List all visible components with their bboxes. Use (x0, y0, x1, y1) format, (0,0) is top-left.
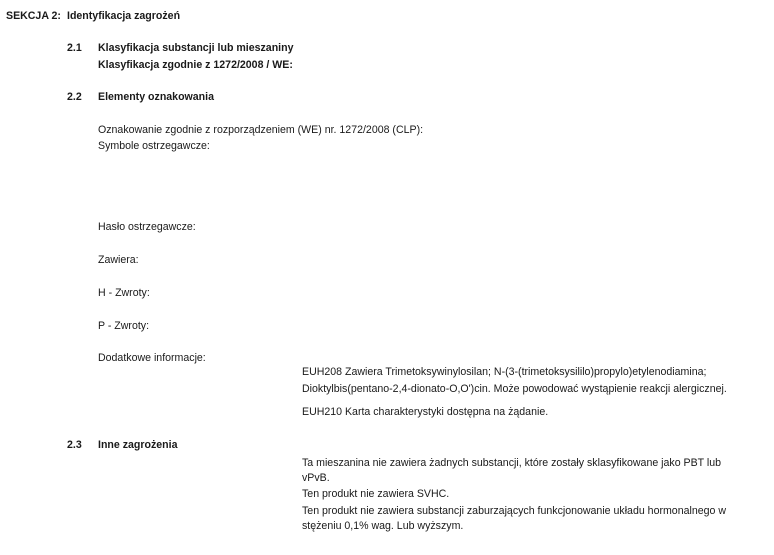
section-2-2-number: 2.2 (67, 91, 82, 103)
euh208-line-1: EUH208 Zawiera Trimetoksywinylosilan; N-(3-(trimetoksysililo)propylo)etylenodiamina; (302, 366, 707, 378)
pbt-statement-line-2: vPvB. (302, 472, 330, 484)
section-2-3-number: 2.3 (67, 439, 82, 451)
signal-word-label: Hasło ostrzegawcze: (98, 221, 196, 233)
section-title: Identyfikacja zagrożeń (67, 10, 181, 22)
svhc-statement: Ten produkt nie zawiera SVHC. (302, 488, 450, 500)
endocrine-statement-line-1: Ten produkt nie zawiera substancji zaburzających funkcjonowanie układu hormonalnego w (302, 505, 726, 517)
section-2-3-title: Inne zagrożenia (98, 439, 178, 451)
additional-info-label: Dodatkowe informacje: (98, 352, 206, 364)
section-2-2-title: Elementy oznakowania (98, 91, 214, 103)
pbt-statement-line-1: Ta mieszanina nie zawiera żadnych substancji, które zostały sklasyfikowane jako PBT lub (302, 457, 722, 469)
h-phrases-label: H - Zwroty: (98, 287, 150, 299)
symbols-label: Symbole ostrzegawcze: (98, 140, 210, 152)
euh210-statement: EUH210 Karta charakterystyki dostępna na żądanie. (302, 406, 549, 418)
contains-label: Zawiera: (98, 254, 139, 266)
euh208-line-2: Dioktylbis(pentano-2,4-dionato-O,O')cin. Może powodować wystąpienie reakcji alergicznej. (302, 383, 727, 395)
endocrine-statement-line-2: stężeniu 0,1% wag. Lub wyższym. (302, 520, 464, 532)
p-phrases-label: P - Zwroty: (98, 320, 150, 332)
section-2-1-title: Klasyfikacja substancji lub mieszaniny (98, 42, 294, 54)
section-2-1-number: 2.1 (67, 42, 82, 54)
section-label: SEKCJA 2: (6, 10, 61, 22)
classification-subtitle: Klasyfikacja zgodnie z 1272/2008 / WE: (98, 59, 293, 71)
labelling-note: Oznakowanie zgodnie z rozporządzeniem (WE) nr. 1272/2008 (CLP): (98, 124, 424, 136)
